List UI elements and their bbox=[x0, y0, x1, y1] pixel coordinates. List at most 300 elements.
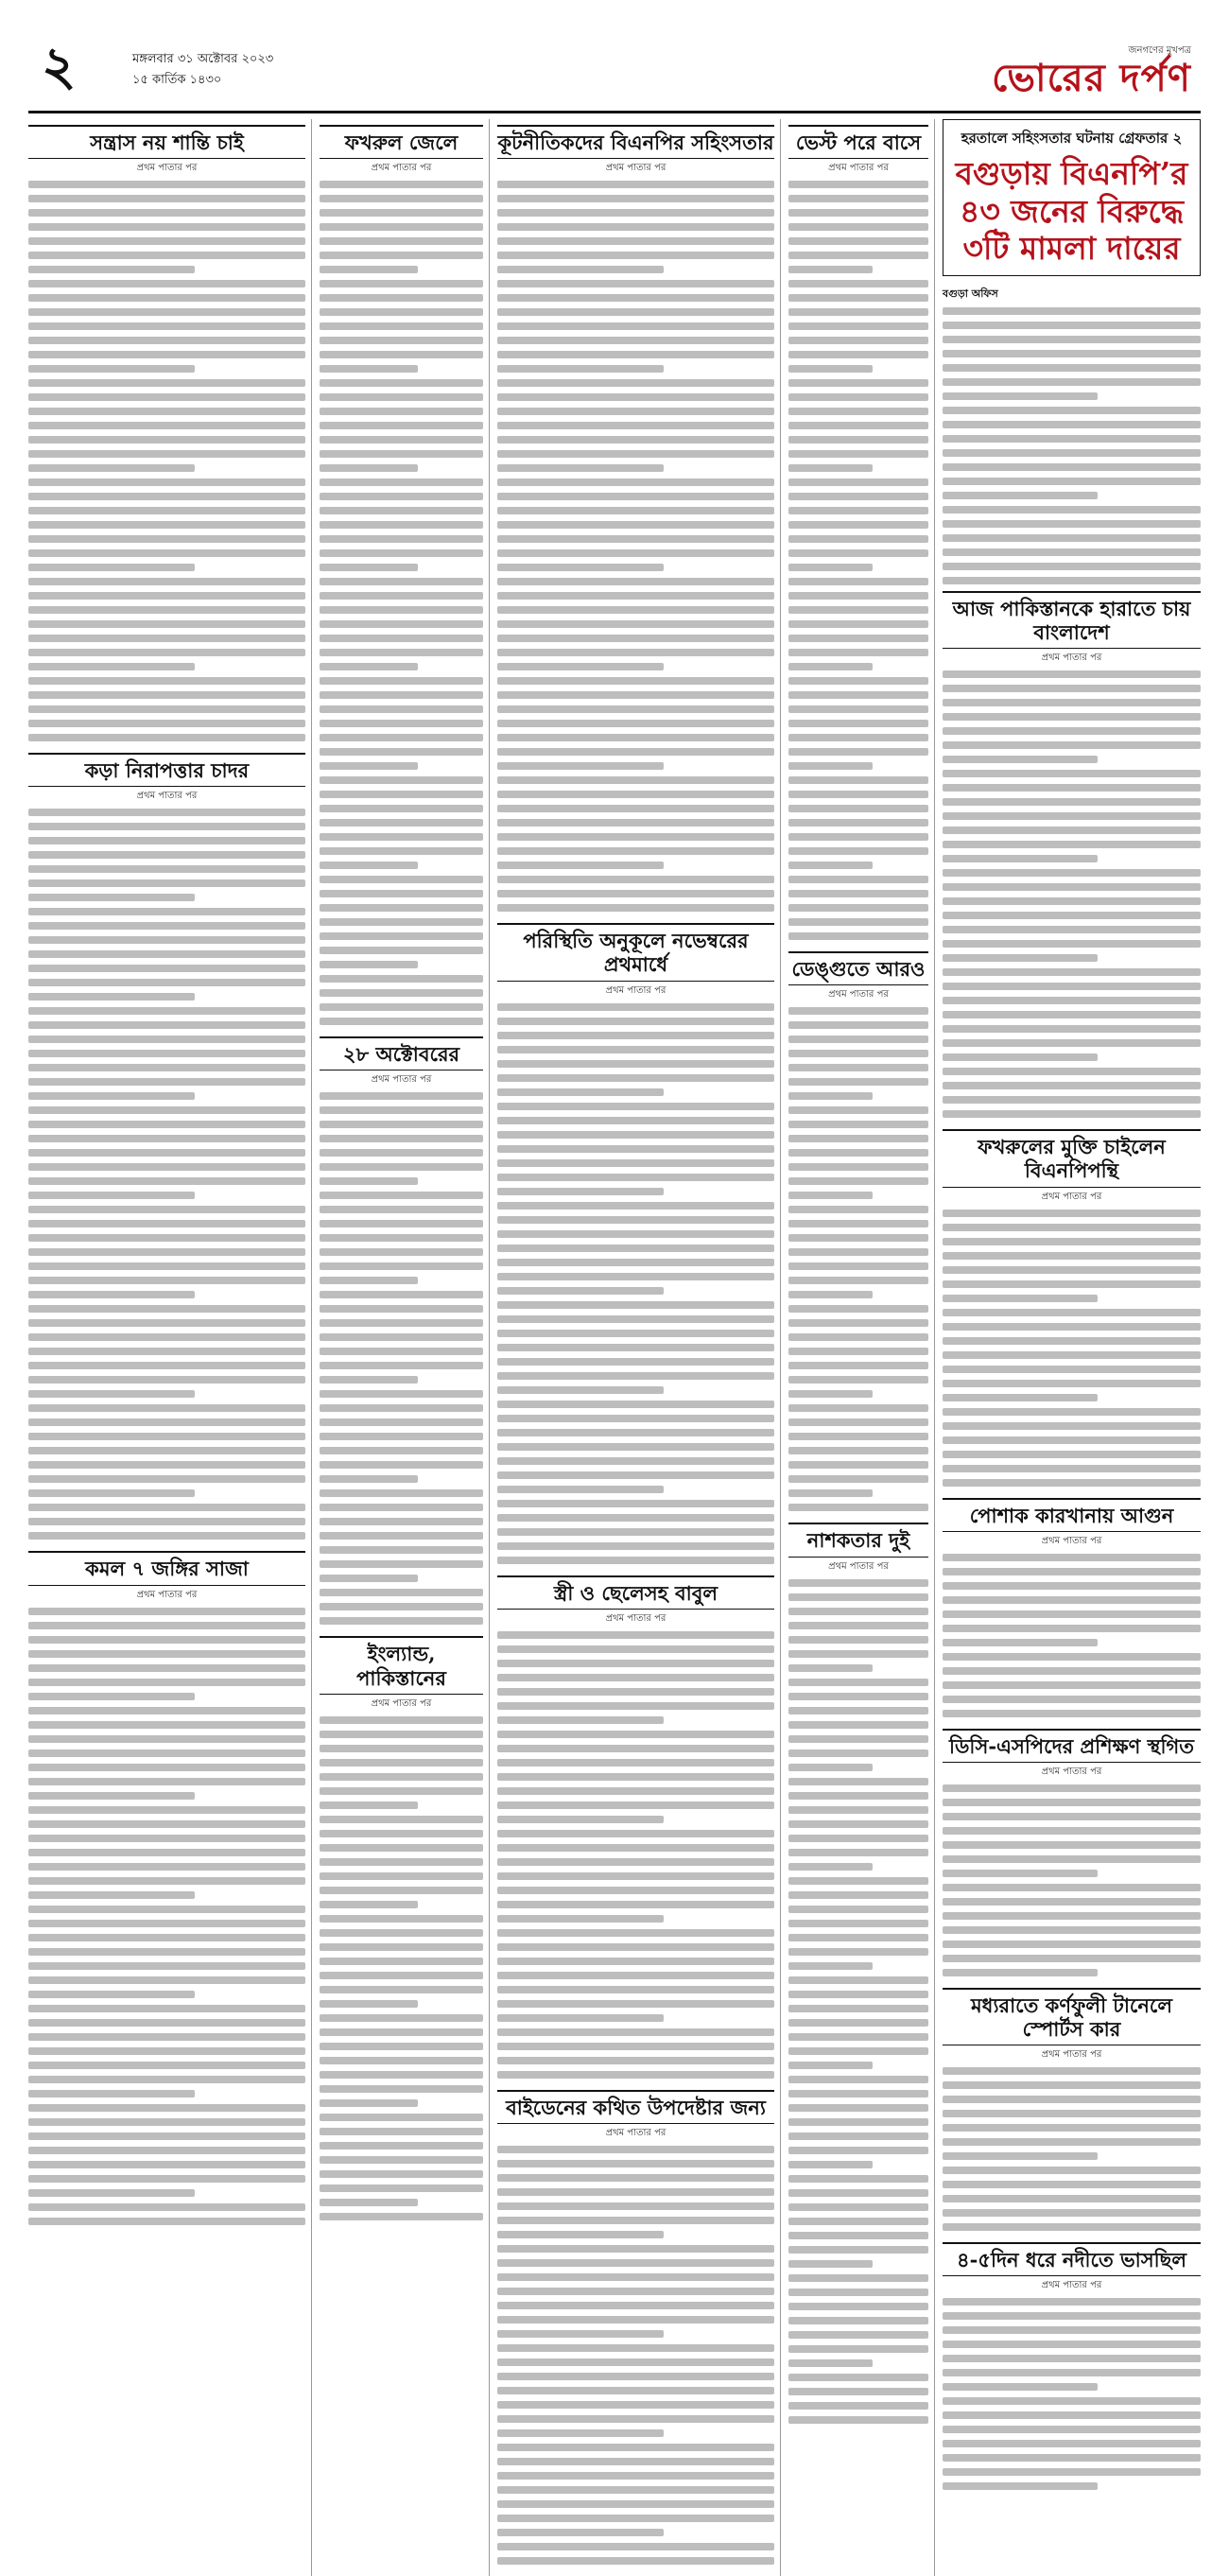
text-line bbox=[943, 1394, 1098, 1401]
continued-label: প্রথম পাতার পর bbox=[1041, 653, 1102, 664]
text-line bbox=[788, 1163, 928, 1171]
text-line bbox=[28, 1092, 195, 1100]
text-line bbox=[320, 1489, 483, 1497]
text-line bbox=[943, 2341, 1201, 2348]
story bbox=[320, 1636, 483, 2219]
text-line bbox=[943, 336, 1201, 343]
text-line bbox=[943, 548, 1201, 556]
text-line bbox=[943, 1625, 1201, 1632]
text-line bbox=[788, 535, 928, 543]
text-line bbox=[28, 1693, 195, 1700]
text-line bbox=[788, 1447, 928, 1454]
text-line bbox=[943, 1436, 1201, 1444]
text-line bbox=[788, 337, 928, 344]
text-line bbox=[320, 379, 483, 387]
text-line bbox=[28, 195, 305, 202]
text-line bbox=[943, 1309, 1201, 1316]
text-line bbox=[943, 350, 1201, 357]
text-line bbox=[320, 989, 483, 997]
text-line bbox=[943, 1941, 1201, 1948]
text-line bbox=[497, 663, 664, 670]
text-line bbox=[497, 266, 664, 273]
text-line bbox=[943, 1582, 1201, 1590]
text-line bbox=[497, 1660, 774, 1667]
text-line bbox=[943, 2298, 1201, 2306]
text-line bbox=[497, 1174, 774, 1181]
text-line bbox=[788, 578, 928, 585]
text-line bbox=[28, 436, 305, 444]
text-line bbox=[943, 1323, 1201, 1331]
text-line bbox=[28, 308, 305, 316]
text-line bbox=[943, 1696, 1201, 1703]
text-line bbox=[497, 2415, 774, 2423]
text-line bbox=[28, 677, 305, 685]
text-line bbox=[320, 1461, 483, 1469]
text-line bbox=[788, 2161, 873, 2168]
text-line bbox=[497, 1131, 774, 1139]
text-line bbox=[28, 936, 305, 944]
text-line bbox=[28, 1078, 305, 1086]
text-line bbox=[943, 954, 1098, 962]
text-line bbox=[788, 1121, 928, 1128]
text-line bbox=[320, 1348, 483, 1355]
brand-tagline: জনগণের মুখপত্র bbox=[1128, 45, 1191, 56]
story-title: কূটনীতিকদের বিএনপির সহিংসতার bbox=[497, 125, 774, 159]
story bbox=[788, 1523, 928, 2423]
text-line bbox=[943, 1096, 1201, 1104]
text-line bbox=[497, 1301, 774, 1309]
text-line bbox=[943, 1799, 1201, 1806]
text-line bbox=[943, 364, 1201, 372]
text-line bbox=[320, 1504, 483, 1511]
text-line bbox=[943, 2124, 1201, 2132]
text-line bbox=[320, 677, 483, 685]
text-line bbox=[943, 421, 1201, 428]
text-line bbox=[320, 1234, 483, 1242]
text-line bbox=[943, 2468, 1201, 2476]
text-line bbox=[943, 2223, 1201, 2231]
text-line bbox=[28, 837, 305, 844]
text-line bbox=[788, 1234, 928, 1242]
text-line bbox=[497, 2472, 774, 2480]
text-line bbox=[788, 1991, 928, 1998]
text-line bbox=[497, 606, 774, 614]
text-line bbox=[788, 464, 873, 472]
text-line bbox=[320, 918, 483, 926]
text-line bbox=[943, 670, 1201, 678]
text-line bbox=[943, 1667, 1201, 1675]
text-line bbox=[497, 1315, 774, 1323]
text-line bbox=[28, 879, 305, 887]
text-line bbox=[320, 1532, 483, 1540]
text-line bbox=[28, 2047, 305, 2055]
text-line bbox=[497, 308, 774, 316]
text-line bbox=[497, 1401, 774, 1408]
text-line bbox=[320, 1135, 483, 1142]
text-line bbox=[788, 833, 928, 841]
text-line bbox=[497, 1018, 774, 1025]
text-line bbox=[497, 1745, 774, 1752]
text-line bbox=[943, 1841, 1201, 1849]
text-line bbox=[497, 2057, 774, 2064]
text-line bbox=[320, 308, 483, 316]
text-line bbox=[943, 1479, 1201, 1487]
text-line bbox=[497, 2429, 664, 2437]
text-line bbox=[943, 1639, 1098, 1646]
text-line bbox=[28, 1721, 305, 1729]
text-line bbox=[28, 1948, 305, 1956]
text-line bbox=[320, 1972, 483, 1979]
text-line bbox=[497, 237, 774, 245]
text-line bbox=[788, 932, 928, 940]
story-title: নাশকতার দুই bbox=[788, 1523, 928, 1557]
text-line bbox=[497, 1631, 774, 1639]
text-line bbox=[28, 365, 195, 373]
text-line bbox=[28, 2189, 195, 2197]
text-line bbox=[497, 1702, 774, 1710]
text-line bbox=[788, 1877, 928, 1885]
text-line bbox=[788, 1461, 928, 1469]
story bbox=[320, 1036, 483, 1625]
text-line bbox=[788, 2118, 928, 2126]
text-line bbox=[497, 365, 664, 373]
text-line bbox=[320, 620, 483, 628]
story bbox=[320, 125, 483, 1025]
text-line bbox=[28, 521, 305, 529]
text-line bbox=[943, 2152, 1098, 2160]
story bbox=[497, 923, 774, 1563]
lead-body bbox=[943, 307, 1201, 584]
text-line bbox=[788, 1735, 928, 1743]
text-line bbox=[497, 2028, 774, 2036]
text-line bbox=[320, 1943, 483, 1951]
text-line bbox=[943, 392, 1098, 400]
text-line bbox=[28, 1991, 195, 1998]
text-line bbox=[497, 564, 664, 571]
date-block bbox=[132, 49, 273, 91]
text-line bbox=[320, 904, 483, 912]
text-line bbox=[497, 2202, 774, 2210]
text-line bbox=[788, 507, 928, 514]
text-line bbox=[28, 1220, 305, 1227]
text-line bbox=[28, 337, 305, 344]
text-line bbox=[497, 535, 774, 543]
text-line bbox=[28, 2203, 305, 2211]
text-line bbox=[28, 606, 305, 614]
text-line bbox=[943, 2081, 1201, 2089]
text-line bbox=[28, 1735, 305, 1743]
text-line bbox=[320, 549, 483, 557]
text-line bbox=[320, 2043, 483, 2050]
text-line bbox=[28, 1050, 305, 1057]
page-number: ২ bbox=[42, 35, 77, 97]
text-line bbox=[497, 1443, 774, 1451]
text-line bbox=[788, 2062, 873, 2069]
text-line bbox=[28, 1333, 305, 1341]
text-line bbox=[497, 2000, 774, 2008]
text-line bbox=[320, 649, 483, 656]
text-line bbox=[28, 1348, 305, 1355]
text-line bbox=[28, 908, 305, 915]
text-line bbox=[497, 1415, 774, 1422]
text-line bbox=[788, 1092, 873, 1100]
text-line bbox=[788, 635, 928, 642]
text-line bbox=[497, 2174, 774, 2182]
story-title: সন্ত্রাস নয় শান্তি চাই bbox=[28, 125, 305, 159]
text-line bbox=[943, 1465, 1201, 1472]
text-line bbox=[320, 2057, 483, 2064]
text-line bbox=[788, 521, 928, 529]
text-line bbox=[943, 855, 1098, 862]
story-title: ফখরুল জেলে bbox=[320, 125, 483, 159]
text-line bbox=[320, 1518, 483, 1525]
text-line bbox=[497, 1386, 664, 1394]
text-line bbox=[28, 2132, 305, 2140]
text-line bbox=[788, 2189, 928, 2197]
text-line bbox=[28, 1489, 195, 1497]
text-line bbox=[788, 1390, 873, 1398]
text-line bbox=[943, 1884, 1201, 1891]
text-line bbox=[943, 2312, 1201, 2320]
text-line bbox=[788, 1362, 928, 1369]
text-line bbox=[497, 2458, 774, 2465]
text-line bbox=[497, 2014, 664, 2022]
text-line bbox=[788, 2076, 928, 2083]
text-line bbox=[497, 337, 774, 344]
text-line bbox=[497, 1429, 774, 1436]
text-line bbox=[497, 1500, 774, 1507]
text-line bbox=[28, 1835, 305, 1842]
text-line bbox=[788, 1764, 873, 1771]
text-line bbox=[943, 2355, 1201, 2362]
text-line bbox=[788, 2317, 928, 2324]
text-line bbox=[788, 1220, 928, 1227]
text-line bbox=[497, 479, 774, 486]
text-line bbox=[320, 1003, 483, 1011]
text-line bbox=[497, 1046, 774, 1053]
text-line bbox=[320, 578, 483, 585]
text-line bbox=[320, 1177, 418, 1185]
text-line bbox=[497, 1117, 774, 1124]
text-line bbox=[28, 294, 305, 302]
text-line bbox=[943, 1827, 1201, 1835]
text-line bbox=[320, 1333, 483, 1341]
story-title: পরিস্থিতি অনুকূলে নভেম্বরের প্রথমার্ধে bbox=[497, 923, 774, 981]
text-line bbox=[28, 663, 195, 670]
text-line bbox=[28, 1106, 305, 1114]
text-line bbox=[788, 862, 873, 869]
text-line bbox=[943, 1238, 1201, 1245]
text-line bbox=[788, 1849, 928, 1856]
text-line bbox=[943, 1366, 1201, 1373]
text-line bbox=[320, 1787, 483, 1795]
text-line bbox=[320, 181, 483, 188]
text-line bbox=[943, 841, 1201, 848]
story-title: ফখরুলের মুক্তি চাইলেন বিএনপিপন্থি bbox=[943, 1129, 1201, 1187]
story bbox=[788, 125, 928, 940]
text-line bbox=[788, 1192, 873, 1199]
text-line bbox=[497, 1901, 774, 1908]
text-line bbox=[788, 1863, 873, 1871]
text-line bbox=[788, 1693, 928, 1700]
text-line bbox=[788, 1333, 928, 1341]
story bbox=[788, 951, 928, 1511]
text-line bbox=[788, 549, 928, 557]
story bbox=[28, 753, 305, 1540]
continued-label: প্রথম পাতার পর bbox=[1041, 1191, 1102, 1202]
text-line bbox=[28, 1806, 305, 1814]
text-line bbox=[943, 492, 1098, 499]
continued-label: প্রথম পাতার পর bbox=[605, 2127, 666, 2138]
text-line bbox=[320, 2099, 418, 2107]
text-line bbox=[788, 1820, 928, 1828]
text-line bbox=[788, 805, 928, 812]
text-line bbox=[497, 1216, 774, 1224]
text-line bbox=[497, 1716, 664, 1724]
text-line bbox=[28, 1433, 305, 1440]
text-line bbox=[943, 1855, 1201, 1863]
text-line bbox=[497, 2543, 774, 2550]
text-line bbox=[497, 2245, 774, 2253]
text-line bbox=[497, 1103, 774, 1110]
text-line bbox=[497, 1358, 774, 1366]
text-line bbox=[788, 1489, 873, 1497]
text-line bbox=[788, 1106, 928, 1114]
column-2 bbox=[320, 119, 490, 2576]
text-line bbox=[788, 1934, 928, 1941]
text-line bbox=[497, 2444, 774, 2451]
text-line bbox=[28, 1707, 305, 1714]
text-line bbox=[943, 685, 1201, 692]
text-line bbox=[320, 1206, 483, 1213]
text-line bbox=[788, 1707, 928, 1714]
text-line bbox=[28, 922, 305, 930]
column-5-stories bbox=[943, 591, 1201, 2491]
text-line bbox=[28, 1976, 305, 1984]
text-line bbox=[28, 734, 305, 741]
text-line bbox=[497, 223, 774, 231]
text-line bbox=[28, 2218, 305, 2225]
lead-kicker: হরতালে সহিংসতার ঘটনায় গ্রেফতার ২ bbox=[961, 130, 1183, 147]
text-line bbox=[497, 2529, 664, 2536]
text-line bbox=[943, 1969, 1098, 1976]
text-line bbox=[943, 322, 1201, 329]
text-line bbox=[320, 436, 483, 444]
text-line bbox=[28, 1906, 305, 1913]
text-line bbox=[497, 720, 774, 727]
text-line bbox=[320, 1816, 483, 1823]
text-line bbox=[943, 463, 1201, 471]
text-line bbox=[497, 705, 774, 713]
text-line bbox=[320, 2071, 483, 2079]
text-line bbox=[943, 1596, 1201, 1604]
text-line bbox=[497, 1844, 774, 1852]
text-line bbox=[788, 1504, 928, 1511]
text-line bbox=[497, 847, 774, 855]
text-line bbox=[943, 435, 1201, 443]
text-line bbox=[497, 2401, 774, 2409]
continued-label: প্রথম পাতার পর bbox=[605, 163, 666, 174]
brand-name: ভোরের দর্পণ bbox=[992, 56, 1191, 100]
text-line bbox=[28, 379, 305, 387]
text-line bbox=[320, 592, 483, 600]
text-line bbox=[28, 1021, 305, 1029]
text-line bbox=[943, 1870, 1098, 1877]
text-line bbox=[788, 450, 928, 458]
text-line bbox=[497, 294, 774, 302]
text-line bbox=[28, 1007, 305, 1015]
text-line bbox=[788, 266, 873, 273]
text-line bbox=[497, 195, 774, 202]
text-line bbox=[788, 663, 873, 670]
text-line bbox=[320, 1362, 483, 1369]
text-line bbox=[788, 209, 928, 217]
text-line bbox=[28, 351, 305, 358]
text-line bbox=[497, 2330, 664, 2338]
date-bengali: ১৫ কার্তিক ১৪৩০ bbox=[132, 73, 222, 87]
text-line bbox=[497, 791, 774, 798]
text-line bbox=[320, 975, 483, 983]
text-line bbox=[943, 2110, 1201, 2117]
text-line bbox=[28, 1390, 195, 1398]
text-line bbox=[28, 1764, 305, 1771]
text-line bbox=[497, 1858, 774, 1866]
text-line bbox=[497, 1542, 774, 1550]
text-line bbox=[943, 2482, 1098, 2490]
text-line bbox=[28, 1064, 305, 1071]
text-line bbox=[788, 1664, 873, 1672]
text-line bbox=[943, 784, 1201, 792]
text-line bbox=[788, 2345, 928, 2353]
text-line bbox=[28, 1135, 305, 1142]
text-line bbox=[788, 1433, 928, 1440]
text-line bbox=[28, 1177, 305, 1185]
text-line bbox=[497, 2515, 774, 2522]
text-line bbox=[320, 535, 483, 543]
text-line bbox=[788, 649, 928, 656]
text-line bbox=[497, 408, 774, 415]
text-line bbox=[788, 1778, 928, 1785]
text-line bbox=[320, 195, 483, 202]
text-line bbox=[497, 890, 774, 897]
text-line bbox=[320, 1929, 483, 1937]
text-line bbox=[788, 1007, 928, 1015]
text-line bbox=[788, 734, 928, 741]
text-line bbox=[320, 1759, 483, 1767]
text-line bbox=[788, 620, 928, 628]
text-line bbox=[28, 2090, 195, 2097]
text-line bbox=[788, 904, 928, 912]
continued-label: প্রথম পাতার পর bbox=[828, 989, 889, 1001]
continued-label: প্রথম পাতার পর bbox=[1041, 1535, 1102, 1546]
text-line bbox=[28, 2033, 305, 2041]
text-line bbox=[943, 1653, 1201, 1661]
text-line bbox=[28, 592, 305, 600]
text-line bbox=[497, 422, 774, 429]
story bbox=[943, 591, 1201, 1118]
text-line bbox=[943, 2397, 1201, 2405]
text-line bbox=[788, 1050, 928, 1057]
text-line bbox=[497, 252, 774, 259]
text-line bbox=[28, 2076, 305, 2083]
text-line bbox=[788, 606, 928, 614]
text-line bbox=[788, 1248, 928, 1256]
text-line bbox=[943, 2209, 1201, 2217]
text-line bbox=[497, 1088, 664, 1096]
text-line bbox=[28, 1622, 305, 1629]
text-line bbox=[320, 1291, 483, 1298]
text-line bbox=[497, 2071, 774, 2079]
